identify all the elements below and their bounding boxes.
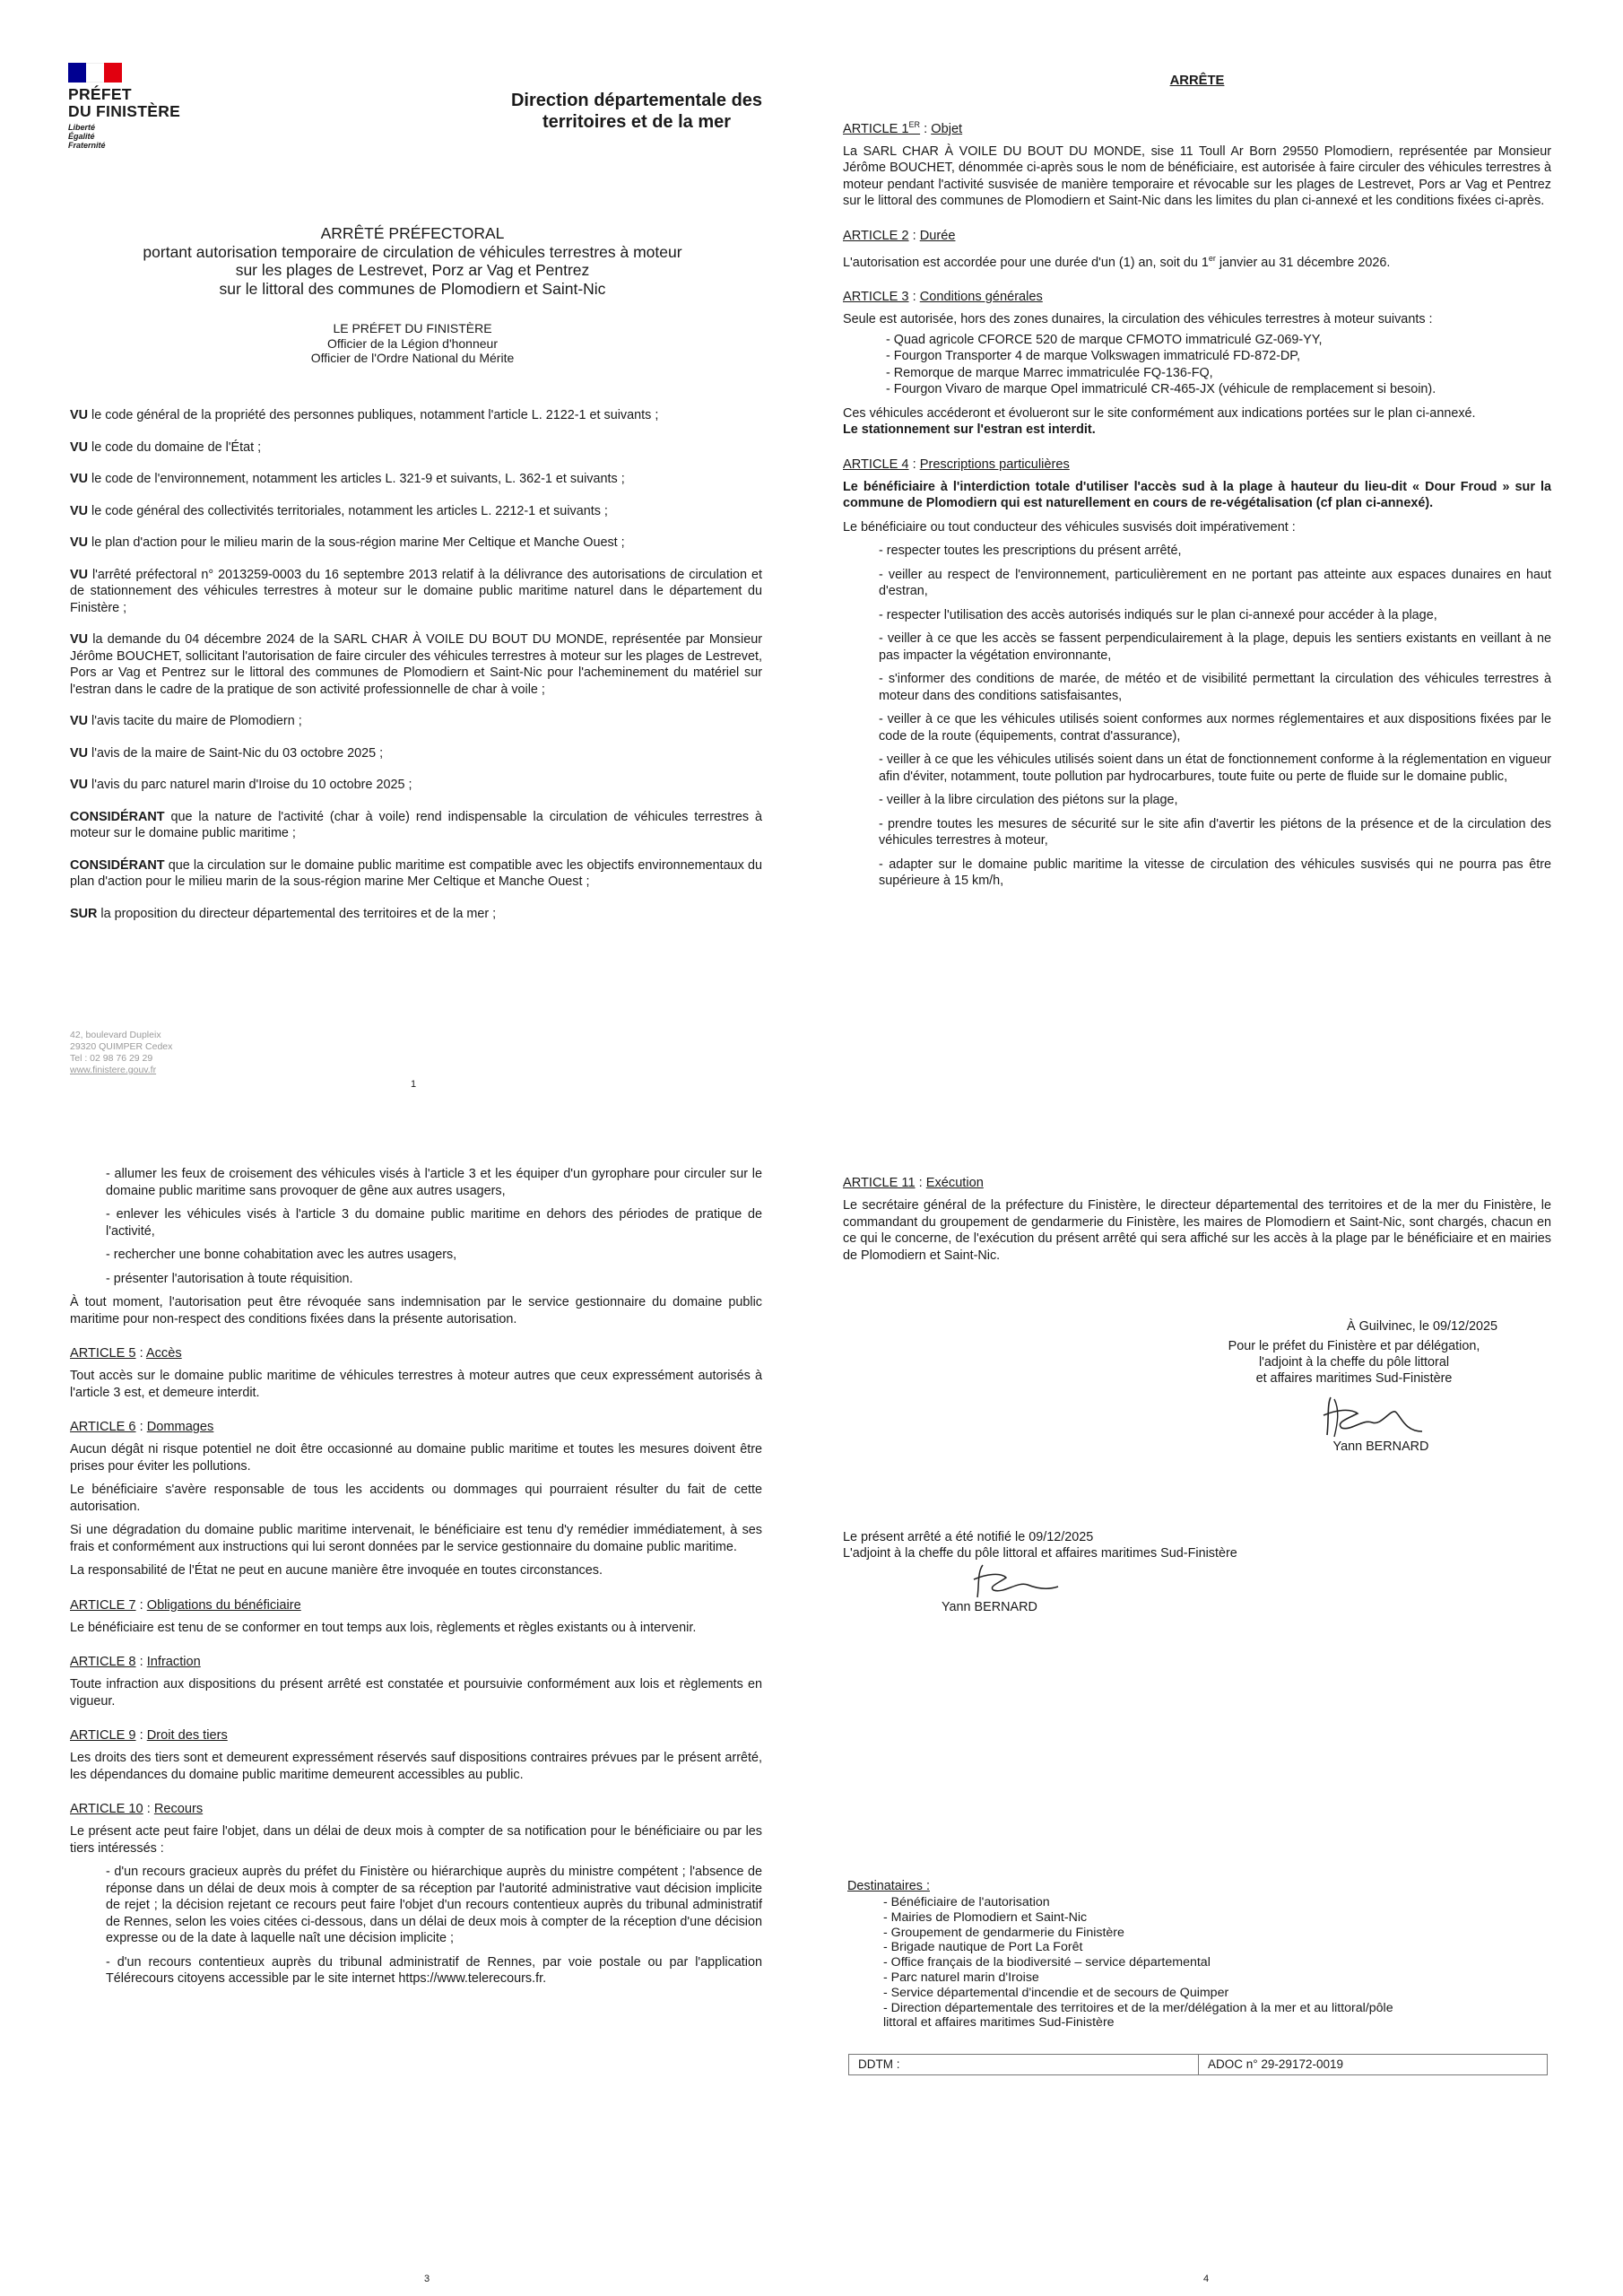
article-11-heading: ARTICLE 11 : Exécution [843, 1176, 984, 1190]
page-number: 1 [411, 1079, 417, 1090]
document-title: ARRÊTÉ PRÉFECTORAL portant autorisation temporaire de circulation de véhicules terrestres à moteur sur les plages de Lestrevet, Porz ar Vag et Pentrez sur le littoral des communes de Plomodiern et Saint-Nic [143, 224, 682, 298]
vehicle-list [843, 332, 1551, 398]
article-3-bold: Le stationnement sur l'estran est interdit. [843, 422, 1096, 438]
article-7-heading: ARTICLE 7 : Obligations du bénéficiaire [70, 1597, 301, 1613]
address-block: 42, boulevard Dupleix 29320 QUIMPER Cedex Tel : 02 98 76 29 29 www.finistere.gouv.fr [70, 1030, 173, 1075]
article-3-after: Ces véhicules accéderont et évolueront sur le site conformément aux indications portées sur le plan ci-annexé. [843, 405, 1476, 421]
list-item: - veiller à ce que les véhicules utilisés soient dans un état de fonctionnement conforme à la réglementation en vigueur afin d'éviter, notamment, toute pollution par hydrocarbures, toute fuite ou perte de fluide sur le domaine public, [879, 752, 1551, 784]
list-item: - veiller à la libre circulation des piétons sur la plage, [879, 793, 1178, 808]
prefet-block: LE PRÉFET DU FINISTÈRE Officier de la Légion d'honneur Officier de l'Ordre National du Mérite [310, 321, 515, 365]
list-item: - adapter sur le domaine public maritime la vitesse de circulation des véhicules susvisés qui ne pourra pas être supérieure à 15 km/h, [879, 857, 1551, 889]
visa-item: VU le code général des collectivités territoriales, notamment les articles L. 2212-1 et suivants ; [70, 503, 608, 518]
article-6-para: Le bénéficiaire s'avère responsable de tous les accidents ou dommages qui pourraient résulter du fait de cette autorisation. [70, 1483, 762, 1514]
signature-image [1264, 1392, 1444, 1442]
signature-image [924, 1561, 1103, 1601]
list-item: - Fourgon Vivaro de marque Opel immatriculé CR-465-JX (véhicule de remplacement si besoin). [886, 382, 1436, 397]
article-5-heading: ARTICLE 5 : Accès [70, 1346, 182, 1361]
list-item: - respecter l'utilisation des accès autorisés indiqués sur le plan ci-annexé pour accéder à la plage, [879, 607, 1437, 622]
article-4-heading: ARTICLE 4 : Prescriptions particulières [843, 457, 1070, 472]
page-number: 4 [1203, 2274, 1210, 2284]
visa-item: VU l'avis du parc naturel marin d'Iroise du 10 octobre 2025 ; [70, 778, 412, 792]
visas-list [70, 407, 762, 937]
article-3-intro: Seule est autorisée, hors des zones dunaires, la circulation des véhicules terrestres à moteur suivants : [843, 312, 1433, 327]
visa-item: VU le code général de la propriété des personnes publiques, notamment l'article L. 2122-1 et suivants ; [70, 408, 659, 422]
list-item: - Service départemental d'incendie et de secours de Quimper [883, 1985, 1229, 2000]
list-item: - veiller à ce que les véhicules utilisés soient conformes aux normes réglementaires et aux dispositions fixées par le code de la route (équipements, contrat d'assurance), [879, 712, 1551, 744]
list-item: - Mairies de Plomodiern et Saint-Nic [883, 1909, 1088, 1925]
visa-item: VU le code de l'environnement, notamment les articles L. 321-9 et suivants, L. 362-1 et suivants ; [70, 472, 625, 486]
list-item: - présenter l'autorisation à toute réquisition. [106, 1271, 353, 1286]
list-item: - Brigade nautique de Port La Forêt [883, 1940, 1083, 1955]
article-5-text: Tout accès sur le domaine public maritime de véhicules terrestres à moteur autres que ceux expressément autorisés à l'article 3 est, et demeure interdit. [70, 1369, 762, 1400]
signature-block: À Guilvinec, le 09/12/2025 Pour le préfet du Finistère et par délégation, l'adjoint à la cheffe du pôle littoral et affaires maritimes Sud-Finistère Yann BERNARD [1228, 1319, 1497, 1454]
reference-box [848, 2054, 1548, 2075]
list-item: - Direction départementale des territoires et de la mer/délégation à la mer et au littoral/pôle [883, 2000, 1393, 2015]
visa-item: VU le code du domaine de l'État ; [70, 439, 262, 455]
ref-ddtm: DDTM : [849, 2055, 1199, 2074]
visa-item: VU l'avis tacite du maire de Plomodiern ; [70, 714, 302, 728]
article-11-text: Le secrétaire général de la préfecture du Finistère, le directeur départemental des territoires et de la mer du Finistère, le commandant du groupement de gendarmerie du Finistère, les maires de Plomodiern et Saint-Nic, sont chargés, chacun en ce qui le concerne, de l'exécution du présent arrêté qui sera affiché sur les accès à la plage par le bénéficiaire et en mairies de Plomodiern et Saint-Nic. [843, 1198, 1551, 1263]
list-item: - allumer les feux de croisement des véhicules visés à l'article 3 et les équiper d'un gyrophare pour circuler sur le domaine public maritime sans provoquer de gêne aux autres usagers, [106, 1167, 762, 1198]
visa-item: VU la demande du 04 décembre 2024 de la SARL CHAR À VOILE DU BOUT DU MONDE, représentée par Monsieur Jérôme BOUCHET, sollicitant l'autorisation de faire circuler des véhicules terrestres à moteur sur les plages de Lestrevet, Pors ar Vag et Pentrez sur le littoral des communes de Plomodiern et Saint-Nic pour l'acheminement du matériel sur l'estran dans le cadre de la pratique de son activité professionnelle de char à voile ; [70, 632, 762, 697]
article-4-bold: Le bénéficiaire à l'interdiction totale d'utiliser l'accès sud à la plage à hauteur du lieu-dit « Dour Froud » sur la commune de Plomodiern qui est naturellement en cours de re-végétalisation (cf plan ci-annexé). [843, 479, 1551, 511]
list-item: - s'informer des conditions de marée, de météo et de visibilité permettant la circulation des véhicules terrestres à moteur dans des conditions satisfaisantes, [879, 672, 1551, 703]
article-6-para: Si une dégradation du domaine public maritime intervenait, le bénéficiaire est tenu d'y remédier immédiatement, à ses frais et conformément aux instructions qui lui seront données par le service gestionnaire du domaine public maritime. [70, 1523, 762, 1554]
article-3-heading: ARTICLE 3 : Conditions générales [843, 290, 1043, 305]
page-2 [834, 54, 1560, 1121]
prefecture-logo [68, 63, 265, 150]
list-item: littoral et affaires maritimes Sud-Finistère [883, 2015, 1115, 2031]
list-item: - Office français de la biodiversité – service départemental [883, 1955, 1211, 1970]
list-item: - Quad agricole CFORCE 520 de marque CFMOTO immatriculé GZ-069-YY, [886, 332, 1323, 347]
page-number: 3 [424, 2274, 430, 2284]
article-9-text: Les droits des tiers sont et demeurent expressément réservés sauf dispositions contraires prévues par le présent arrêté, les dépendances du domaine public maritime demeurent accessibles au public. [70, 1751, 762, 1782]
article-2-text: L'autorisation est accordée pour une durée d'un (1) an, soit du 1er janvier au 31 décembre 2026. [843, 253, 1391, 270]
article-8-heading: ARTICLE 8 : Infraction [70, 1655, 201, 1669]
page-1 [54, 54, 771, 1121]
list-item: - Remorque de marque Marrec immatriculée FQ-136-FQ, [886, 365, 1213, 380]
recipients-list [847, 1895, 1547, 2031]
visa-item: CONSIDÉRANT que la nature de l'activité (char à voile) rend indispensable la circulation de véhicules terrestres à moteur sur le domaine public maritime ; [70, 809, 762, 840]
visa-item: CONSIDÉRANT que la circulation sur le domaine public maritime est compatible avec les objectifs environnementaux du plan d'action pour le milieu marin de la sous-région marine Mer Celtique et Manche Ouest ; [70, 857, 762, 889]
logo-motto: Liberté Égalité Fraternité [68, 123, 106, 150]
list-item: - rechercher une bonne cohabitation avec les autres usagers, [106, 1248, 457, 1262]
list-item: - prendre toutes les mesures de sécurité sur le site afin d'avertir les piétons de la présence et de la circulation des véhicules terrestres à moteur, [879, 816, 1551, 848]
article-10-intro: Le présent acte peut faire l'objet, dans un délai de deux mois à compter de sa notification pour le bénéficiaire ou par les tiers intéressés : [70, 1824, 762, 1856]
prescriptions-continued [70, 1166, 762, 1287]
list-item: - d'un recours gracieux auprès du préfet du Finistère ou hiérarchique auprès du ministre compétent ; l'absence de réponse dans un délai de deux mois à compter de sa réception par l'autorité administrative vaut décision implicite de rejet ; la décision rejetant ce recours peut faire l'objet d'un recours contentieux auprès du tribunal administratif de Rennes, selon les voies citées ci-dessous, dans un délai de deux mois à compter de la réception d'une décision expresse ou de la date à laquelle naît une décision implicite ; [106, 1865, 762, 1945]
article-6-heading: ARTICLE 6 : Dommages [70, 1420, 214, 1434]
website-link[interactable]: www.finistere.gouv.fr [70, 1065, 157, 1075]
ref-adoc: ADOC n° 29-29172-0019 [1208, 2057, 1343, 2071]
list-item: - Fourgon Transporter 4 de marque Volkswagen immatriculé FD-872-DP, [886, 349, 1301, 364]
article-1-heading: ARTICLE 1ER : Objet [843, 120, 963, 136]
visa-item: VU l'arrêté préfectoral n° 2013259-0003 du 16 septembre 2013 relatif à la délivrance des autorisations de circulation et de stationnement des véhicules terrestres à moteur sur le domaine public maritime naturel dans le département du Finistère ; [70, 567, 762, 615]
article-2-heading: ARTICLE 2 : Durée [843, 228, 956, 243]
recipients-block [847, 1879, 1547, 2031]
list-item: - Bénéficiaire de l'autorisation [883, 1895, 1050, 1909]
logo-line1: PRÉFET [68, 85, 132, 103]
article-1-text: La SARL CHAR À VOILE DU BOUT DU MONDE, sise 11 Toull Ar Born 29550 Plomodiern, représentée par Monsieur Jérôme BOUCHET, dénommée ci-après sous le nom de bénéficiaire, est autorisée à faire circuler des véhicules terrestres à moteur pendant l'activité susvisée de manière temporaire et révocable sur les plages de Lestrevet, Pors ar Vag et Pentrez sur le littoral des communes de Plomodiern et Saint-Nic dans les limites du plan ci-annexé et les conditions fixées ci-après. [843, 144, 1551, 209]
arrete-heading: ARRÊTE [1169, 74, 1225, 88]
article-10-heading: ARTICLE 10 : Recours [70, 1802, 204, 1816]
list-item: - Groupement de gendarmerie du Finistère [883, 1925, 1124, 1940]
article-7-text: Le bénéficiaire est tenu de se conformer en tout temps aux lois, règlements et règles existants ou à intervenir. [70, 1620, 697, 1635]
list-item: - respecter toutes les prescriptions du présent arrêté, [879, 544, 1182, 559]
list-item: - enlever les véhicules visés à l'article 3 du domaine public maritime en dehors des périodes de pratique de l'activité, [106, 1207, 762, 1239]
page-3 [54, 1166, 771, 2284]
prescriptions-list [843, 543, 1551, 890]
visa-item: SUR la proposition du directeur départemental des territoires et de la mer ; [70, 906, 497, 921]
page-4 [834, 1166, 1560, 2284]
article-6-para: Aucun dégât ni risque potentiel ne doit être occasionné au domaine public maritime et toutes les mesures doivent être prises pour éviter les pollutions. [70, 1442, 762, 1474]
logo-line2: DU FINISTÈRE [68, 102, 181, 120]
list-item: - veiller au respect de l'environnement, particulièrement en ne portant pas atteinte aux espaces dunaires en haut d'estran, [879, 567, 1551, 599]
recipients-heading: Destinataires : [847, 1879, 930, 1893]
article-4-intro: Le bénéficiaire ou tout conducteur des véhicules susvisés doit impérativement : [843, 519, 1296, 535]
list-item: - veiller à ce que les accès se fassent perpendiculairement à la plage, depuis les sentiers existants en veillant à ne pas impacter la végétation environnante, [879, 631, 1551, 663]
visa-item: VU l'avis de la maire de Saint-Nic du 03 octobre 2025 ; [70, 745, 384, 761]
list-item: - Parc naturel marin d'Iroise [883, 1970, 1039, 1985]
article-9-heading: ARTICLE 9 : Droit des tiers [70, 1728, 228, 1743]
visa-item: VU le plan d'action pour le milieu marin de la sous-région marine Mer Celtique et Manche Ouest ; [70, 535, 625, 550]
notification-block: Le présent arrêté a été notifié le 09/12/2025 L'adjoint à la cheffe du pôle littoral et affaires maritimes Sud-Finistère Yann BERNARD [843, 1530, 1237, 1614]
marianne-flag-icon [68, 63, 122, 83]
revocation-text: À tout moment, l'autorisation peut être révoquée sans indemnisation par le service gestionnaire du domaine public maritime pour non-respect des conditions fixées dans la présente autorisation. [70, 1295, 762, 1326]
direction-title: Direction départementale des territoires et de la mer [510, 91, 763, 132]
article-6-para: La responsabilité de l'État ne peut en aucune manière être invoquée en toutes circonstances. [70, 1563, 603, 1578]
list-item: - d'un recours contentieux auprès du tribunal administratif de Rennes, par voie postale ou par l'application Télérecours citoyens accessible par le site internet https://www.telerecours.fr. [106, 1954, 762, 1986]
article-8-text: Toute infraction aux dispositions du présent arrêté est constatée et poursuivie conformément aux lois et règlements en vigueur. [70, 1677, 762, 1709]
